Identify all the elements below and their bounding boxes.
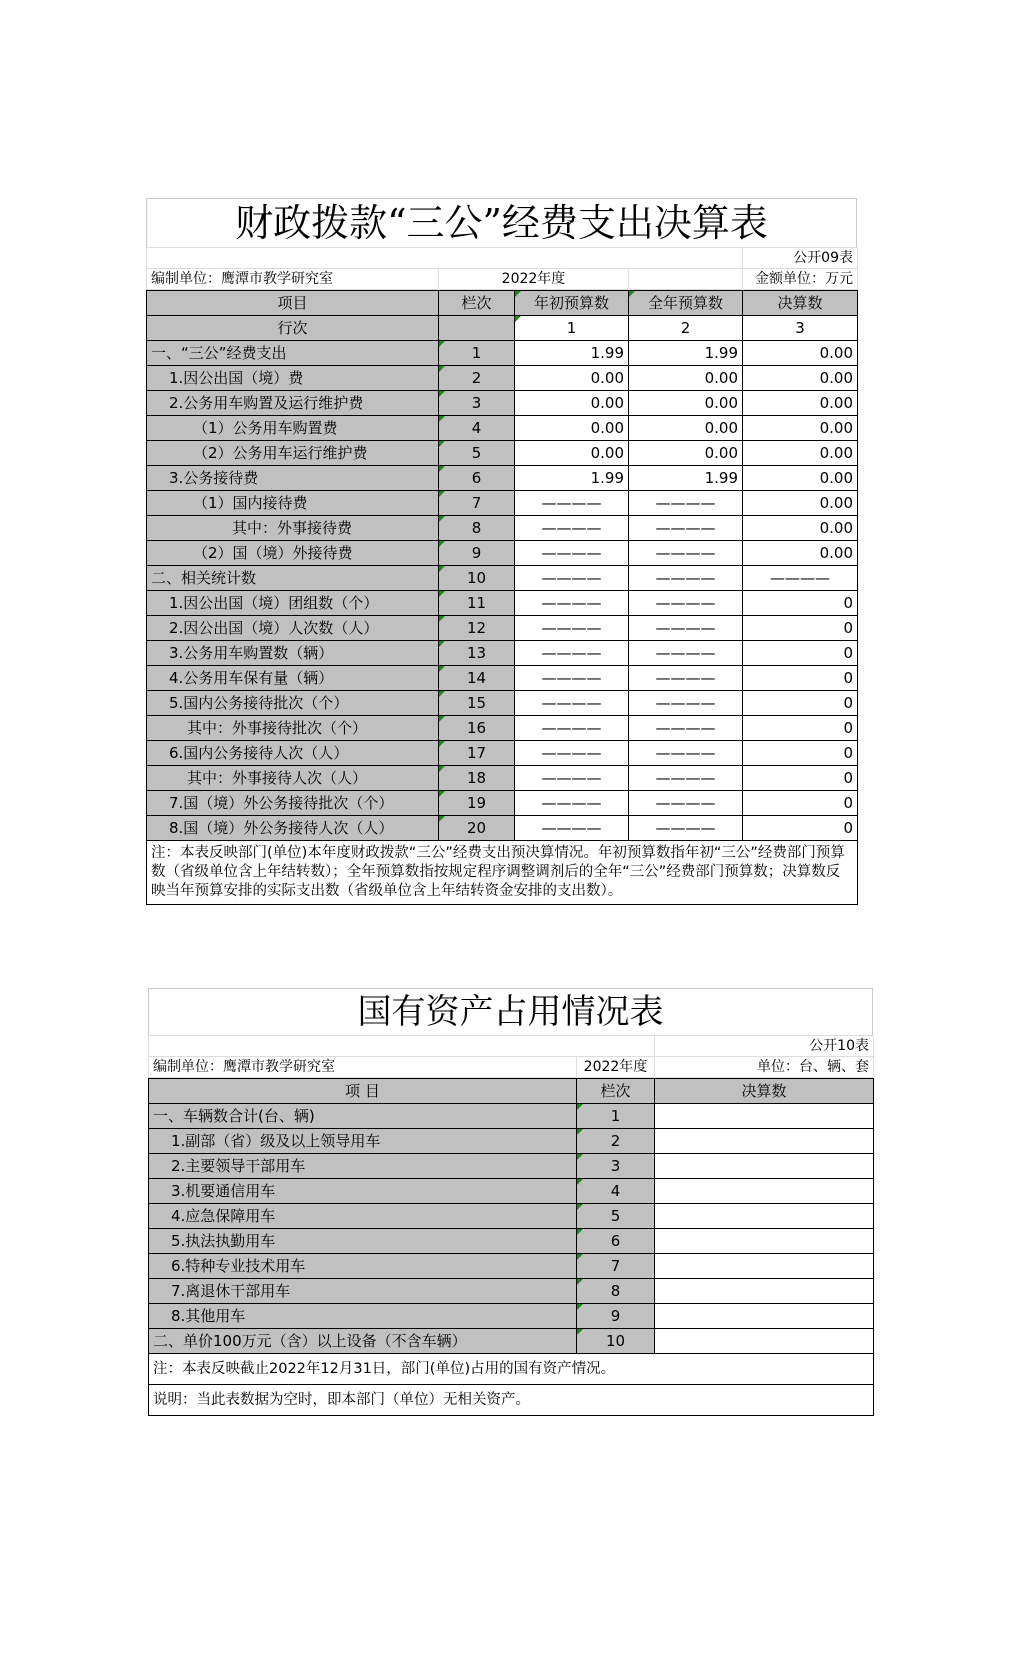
- row-item-label: 5.执法执勤用车: [149, 1229, 577, 1254]
- row-number: 10: [577, 1329, 655, 1354]
- report-year: 2022年度: [577, 1057, 655, 1078]
- table-row: [149, 1104, 874, 1129]
- row-item-label: 二、相关统计数: [147, 566, 439, 591]
- dash-placeholder: ————: [655, 618, 716, 637]
- value-cell: 0: [743, 591, 858, 616]
- header-column-no: 栏次: [439, 291, 515, 316]
- value-cell: 0.00: [743, 366, 858, 391]
- row-item-label: （1）公务用车购置费: [147, 416, 439, 441]
- row-label: 行次: [147, 316, 439, 341]
- row-number: 2: [577, 1129, 655, 1154]
- table-row: [147, 441, 858, 466]
- dash-placeholder: ————: [655, 718, 716, 737]
- row-number: 1: [439, 341, 515, 366]
- dash-cell: [629, 741, 743, 766]
- dash-cell: [515, 816, 629, 841]
- value-cell: 0: [743, 716, 858, 741]
- table-row: [147, 616, 858, 641]
- dash-cell: [515, 791, 629, 816]
- value-cell: 0: [743, 766, 858, 791]
- dash-placeholder: ————: [655, 593, 716, 612]
- value-cell: 0: [743, 691, 858, 716]
- sheet-meta: [146, 247, 858, 290]
- row-number: 14: [439, 666, 515, 691]
- dash-placeholder: ————: [655, 743, 716, 762]
- row-number: 3: [439, 391, 515, 416]
- value-cell: 1.99: [515, 466, 629, 491]
- row-item-label: 3.机要通信用车: [149, 1179, 577, 1204]
- header-item: 项目: [147, 291, 439, 316]
- table-row: [149, 1129, 874, 1154]
- header-item: 项 目: [149, 1079, 577, 1104]
- dash-cell: [515, 516, 629, 541]
- row-item-label: 其中：外事接待费: [147, 516, 439, 541]
- row-item-label: 2.因公出国（境）人次数（人）: [147, 616, 439, 641]
- col-num-1: 1: [515, 316, 629, 341]
- dash-placeholder: ————: [770, 568, 830, 587]
- value-cell: 0.00: [743, 491, 858, 516]
- table-row: [149, 1229, 874, 1254]
- dash-placeholder: ————: [655, 818, 716, 837]
- table-row: [147, 516, 858, 541]
- column-number-row: [147, 316, 858, 341]
- dash-cell: [629, 616, 743, 641]
- dash-cell: [629, 666, 743, 691]
- row-item-label: 1.副部（省）级及以上领导用车: [149, 1129, 577, 1154]
- dash-cell: [629, 641, 743, 666]
- row-number: 3: [577, 1154, 655, 1179]
- row-item-label: 1.因公出国（境）费: [147, 366, 439, 391]
- row-item-label: 4.公务用车保有量（辆）: [147, 666, 439, 691]
- dash-cell: [515, 591, 629, 616]
- value-cell: 0.00: [629, 441, 743, 466]
- row-item-label: （2）国（境）外接待费: [147, 541, 439, 566]
- table-row: [147, 791, 858, 816]
- row-item-label: 4.应急保障用车: [149, 1204, 577, 1229]
- table-row: [147, 416, 858, 441]
- dash-placeholder: ————: [541, 543, 602, 562]
- dash-placeholder: ————: [541, 718, 602, 737]
- col-num-3: 3: [743, 316, 858, 341]
- row-item-label: 其中：外事接待人次（人）: [147, 766, 439, 791]
- value-cell: 0.00: [515, 441, 629, 466]
- row-number: 17: [439, 741, 515, 766]
- row-number: 4: [439, 416, 515, 441]
- table-row: [149, 1279, 874, 1304]
- dash-cell: [515, 741, 629, 766]
- row-number: 11: [439, 591, 515, 616]
- table-row: [147, 466, 858, 491]
- report-year: 2022年度: [439, 269, 629, 290]
- row-item-label: 2.公务用车购置及运行维护费: [147, 391, 439, 416]
- dash-cell: [515, 616, 629, 641]
- dash-placeholder: ————: [541, 668, 602, 687]
- row-item-label: 二、单价100万元（含）以上设备（不含车辆）: [149, 1329, 577, 1354]
- row-number: 6: [577, 1229, 655, 1254]
- value-cell: 1.99: [629, 341, 743, 366]
- value-cell: 0: [743, 791, 858, 816]
- table-row: [147, 691, 858, 716]
- row-item-label: 一、“三公”经费支出: [147, 341, 439, 366]
- value-cell: 0.00: [515, 416, 629, 441]
- row-number: 20: [439, 816, 515, 841]
- row-number: 10: [439, 566, 515, 591]
- header-row: [149, 1079, 874, 1104]
- row-item-label: （1）国内接待费: [147, 491, 439, 516]
- header-initial-budget: 年初预算数: [515, 291, 629, 316]
- dash-placeholder: ————: [655, 543, 716, 562]
- header-row: [147, 291, 858, 316]
- row-item-label: 一、车辆数合计(台、辆): [149, 1104, 577, 1129]
- dash-placeholder: ————: [541, 818, 602, 837]
- dash-cell: [515, 691, 629, 716]
- table-row: [149, 1204, 874, 1229]
- row-item-label: 1.因公出国（境）团组数（个）: [147, 591, 439, 616]
- row-number: 4: [577, 1179, 655, 1204]
- table-row: [147, 391, 858, 416]
- table-row: [149, 1179, 874, 1204]
- dash-cell: [515, 716, 629, 741]
- row-number: 9: [577, 1304, 655, 1329]
- row-number: 15: [439, 691, 515, 716]
- row-item-label: 5.国内公务接待批次（个）: [147, 691, 439, 716]
- form-code: 公开09表: [743, 248, 858, 269]
- value-cell: 0.00: [743, 341, 858, 366]
- dash-placeholder: ————: [655, 668, 716, 687]
- dash-placeholder: ————: [655, 793, 716, 812]
- table-row: [147, 341, 858, 366]
- table-row: [149, 1254, 874, 1279]
- dash-placeholder: ————: [655, 693, 716, 712]
- dash-cell: [629, 691, 743, 716]
- amount-unit: 金额单位：万元: [743, 269, 858, 290]
- table-row: [147, 541, 858, 566]
- row-number: 1: [577, 1104, 655, 1129]
- row-number: 6: [439, 466, 515, 491]
- dash-cell: [515, 491, 629, 516]
- value-cell: 0: [743, 741, 858, 766]
- row-item-label: 7.国（境）外公务接待批次（个）: [147, 791, 439, 816]
- row-item-label: 3.公务用车购置数（辆）: [147, 641, 439, 666]
- header-final-account: 决算数: [743, 291, 858, 316]
- row-item-label: 8.其他用车: [149, 1304, 577, 1329]
- dash-cell: [629, 816, 743, 841]
- row-item-label: 其中：外事接待批次（个）: [147, 716, 439, 741]
- value-cell: 0.00: [743, 391, 858, 416]
- dash-cell: [629, 766, 743, 791]
- dash-placeholder: ————: [541, 618, 602, 637]
- value-cell: [655, 1254, 874, 1279]
- table-row: [147, 566, 858, 591]
- value-cell: [655, 1329, 874, 1354]
- row-number: 12: [439, 616, 515, 641]
- dash-placeholder: ————: [655, 643, 716, 662]
- value-cell: 0.00: [743, 516, 858, 541]
- row-number: 7: [439, 491, 515, 516]
- dash-placeholder: ————: [541, 693, 602, 712]
- sheet-meta: [148, 1035, 874, 1078]
- value-cell: 0.00: [515, 391, 629, 416]
- table-row: [147, 816, 858, 841]
- dash-placeholder: ————: [655, 493, 716, 512]
- dash-placeholder: ————: [541, 743, 602, 762]
- row-number: 7: [577, 1254, 655, 1279]
- row-item-label: 2.主要领导干部用车: [149, 1154, 577, 1179]
- dash-placeholder: ————: [541, 643, 602, 662]
- row-number: 9: [439, 541, 515, 566]
- row-number: 2: [439, 366, 515, 391]
- value-cell: 0.00: [629, 366, 743, 391]
- row-number: 16: [439, 716, 515, 741]
- row-item-label: 6.国内公务接待人次（人）: [147, 741, 439, 766]
- value-cell: [655, 1229, 874, 1254]
- value-cell: 1.99: [515, 341, 629, 366]
- dash-cell: [515, 666, 629, 691]
- row-number: 19: [439, 791, 515, 816]
- row-number: 8: [577, 1279, 655, 1304]
- value-cell: 0.00: [743, 416, 858, 441]
- value-cell: [655, 1204, 874, 1229]
- row-number: 8: [439, 516, 515, 541]
- table-row: [149, 1304, 874, 1329]
- dash-cell: [629, 716, 743, 741]
- row-number: 5: [577, 1204, 655, 1229]
- dash-placeholder: ————: [541, 768, 602, 787]
- dash-placeholder: ————: [655, 518, 716, 537]
- dash-cell: [743, 566, 858, 591]
- row-item-label: 3.公务接待费: [147, 466, 439, 491]
- dash-cell: [515, 541, 629, 566]
- table-row: [147, 591, 858, 616]
- dash-cell: [515, 641, 629, 666]
- table-row: [147, 766, 858, 791]
- value-cell: [655, 1104, 874, 1129]
- value-cell: [655, 1129, 874, 1154]
- value-cell: 0: [743, 816, 858, 841]
- sheet-title: 财政拨款“三公”经费支出决算表: [146, 198, 857, 247]
- dash-cell: [515, 766, 629, 791]
- row-item-label: 8.国（境）外公务接待人次（人）: [147, 816, 439, 841]
- assets-table: [148, 1078, 874, 1416]
- dash-cell: [629, 791, 743, 816]
- dash-cell: [629, 516, 743, 541]
- unit-label: 编制单位：鹰潭市教学研究室: [147, 269, 439, 290]
- header-column-no: 栏次: [577, 1079, 655, 1104]
- value-cell: [655, 1154, 874, 1179]
- sheet-title: 国有资产占用情况表: [148, 988, 873, 1035]
- row-item-label: （2）公务用车运行维护费: [147, 441, 439, 466]
- value-cell: 0: [743, 666, 858, 691]
- header-annual-budget: 全年预算数: [629, 291, 743, 316]
- table-row: [147, 741, 858, 766]
- form-code: 公开10表: [655, 1036, 874, 1057]
- value-cell: [655, 1304, 874, 1329]
- row-item-label: 7.离退休干部用车: [149, 1279, 577, 1304]
- dash-placeholder: ————: [541, 518, 602, 537]
- row-item-label: 6.特种专业技术用车: [149, 1254, 577, 1279]
- value-cell: 0.00: [629, 416, 743, 441]
- table-note: 注：本表反映截止2022年12月31日，部门(单位)占用的国有资产情况。: [149, 1354, 874, 1385]
- col-num-2: 2: [629, 316, 743, 341]
- value-cell: [655, 1279, 874, 1304]
- value-cell: 1.99: [629, 466, 743, 491]
- value-cell: 0.00: [515, 366, 629, 391]
- dash-cell: [629, 541, 743, 566]
- dash-cell: [629, 566, 743, 591]
- dash-placeholder: ————: [541, 568, 602, 587]
- dash-placeholder: ————: [541, 493, 602, 512]
- table-explain: 说明：当此表数据为空时，即本部门（单位）无相关资产。: [149, 1385, 874, 1416]
- dash-cell: [515, 566, 629, 591]
- header-final-account: 决算数: [655, 1079, 874, 1104]
- value-cell: 0: [743, 616, 858, 641]
- amount-unit: 单位：台、辆、套: [655, 1057, 874, 1078]
- unit-label: 编制单位：鹰潭市教学研究室: [149, 1057, 577, 1078]
- table-row: [147, 491, 858, 516]
- dash-placeholder: ————: [541, 793, 602, 812]
- table-row: [147, 366, 858, 391]
- expenditure-table: [146, 290, 858, 905]
- dash-cell: [629, 491, 743, 516]
- dash-placeholder: ————: [655, 768, 716, 787]
- dash-cell: [629, 591, 743, 616]
- table-row: [149, 1154, 874, 1179]
- value-cell: 0.00: [743, 441, 858, 466]
- value-cell: 0.00: [629, 391, 743, 416]
- value-cell: 0.00: [743, 541, 858, 566]
- table-row: [147, 666, 858, 691]
- row-number: 18: [439, 766, 515, 791]
- row-number: 13: [439, 641, 515, 666]
- dash-placeholder: ————: [655, 568, 716, 587]
- dash-placeholder: ————: [541, 593, 602, 612]
- table-row: [147, 641, 858, 666]
- three-public-expenditure-sheet: [146, 198, 857, 905]
- state-assets-sheet: [148, 988, 873, 1416]
- table-row: [149, 1329, 874, 1354]
- row-number: 5: [439, 441, 515, 466]
- value-cell: [655, 1179, 874, 1204]
- table-note: 注：本表反映部门(单位)本年度财政拨款“三公”经费支出预决算情况。年初预算数指年初“三公”经费部门预算数（省级单位含上年结转数）；全年预算数指按规定程序调整调剂后的全年“三公”经费部门预算数；决算数反映当年预算安排的实际支出数（省级单位含上年结转资金安排的支出数）。: [147, 841, 858, 905]
- table-row: [147, 716, 858, 741]
- value-cell: 0: [743, 641, 858, 666]
- value-cell: 0.00: [743, 466, 858, 491]
